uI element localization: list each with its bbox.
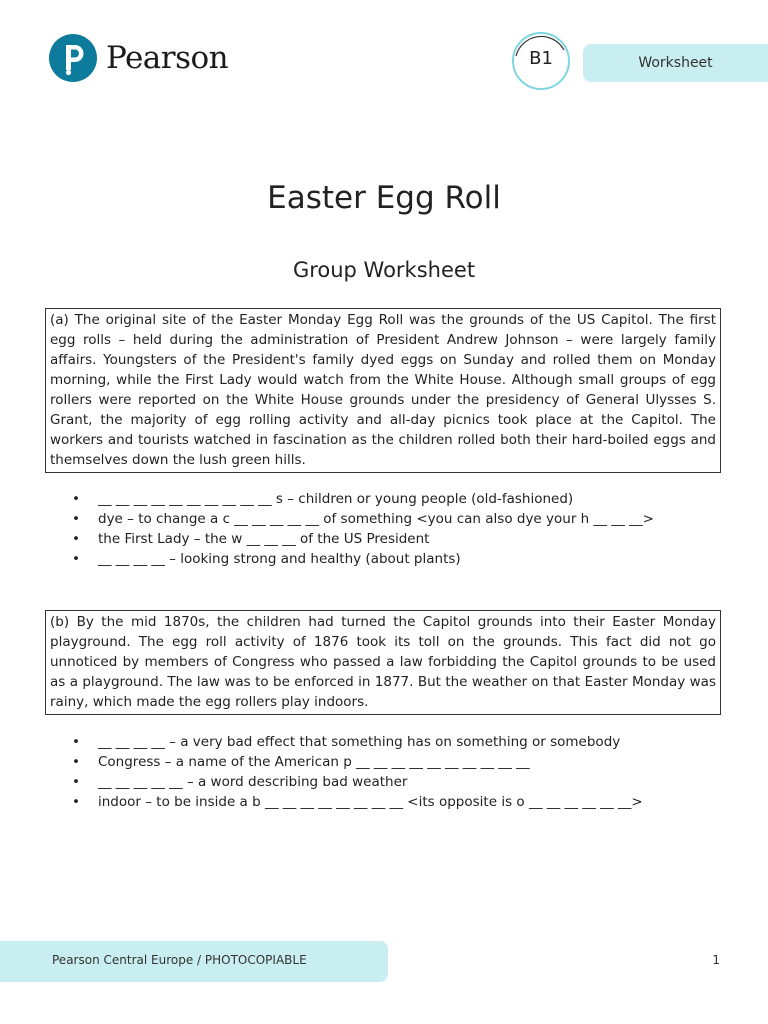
vocab-item: • indoor – to be inside a b __ __ __ __ __ __ __ __ <its opposite is o __ __ __ __ __ __> xyxy=(72,792,643,812)
vocab-item: • __ __ __ __ – looking strong and healthy (about plants) xyxy=(72,549,654,569)
level-badge xyxy=(510,30,572,92)
footer-text: Pearson Central Europe / PHOTOCOPIABLE xyxy=(52,953,307,967)
pearson-logo-icon xyxy=(48,33,98,83)
passage-b: (b) By the mid 1870s, the children had turned the Capitol grounds into their Easter Monday playground. The egg roll activity of 1876 took its toll on the grounds. This fact did not go unnoticed by members of Congress who passed a law forbidding the Capitol grounds to be used as a playground. The law was to be enforced in 1877. But the weather on that Easter Monday was rainy, which made the egg rollers play indoors. xyxy=(45,610,721,715)
vocab-item: • dye – to change a c __ __ __ __ __ of something <you can also dye your h __ __ __> xyxy=(72,509,654,529)
passage-a: (a) The original site of the Easter Monday Egg Roll was the grounds of the US Capitol. The first egg rolls – held during the administration of President Andrew Johnson – were largely family affairs. Youngsters of the President's family dyed eggs on Sunday and rolled them on Monday morning, while the First Lady would watch from the White House. Although small groups of egg rollers were reported on the White House grounds under the presidency of General Ulysses S. Grant, the majority of egg rolling activity and all-day picnics took place at the Capitol. The workers and tourists watched in fascination as the children rolled both their hard-boiled eggs and themselves down the lush green hills. xyxy=(45,308,721,473)
vocab-item: • the First Lady – the w __ __ __ of the US President xyxy=(72,529,654,549)
page-title: Easter Egg Roll xyxy=(267,180,501,216)
page-subtitle: Group Worksheet xyxy=(292,258,476,282)
vocab-item: • __ __ __ __ __ – a word describing bad weather xyxy=(72,772,643,792)
vocab-list-a xyxy=(72,489,654,569)
level-label: B1 xyxy=(529,48,553,69)
vocab-list-b xyxy=(72,732,643,812)
page-number: 1 xyxy=(712,953,720,967)
vocab-item: • __ __ __ __ – a very bad effect that something has on something or somebody xyxy=(72,732,643,752)
worksheet-tag: Worksheet xyxy=(583,44,768,82)
brand-name: Pearson xyxy=(106,40,229,76)
vocab-item: • __ __ __ __ __ __ __ __ __ __ s – children or young people (old-fashioned) xyxy=(72,489,654,509)
pearson-logo xyxy=(48,32,228,84)
vocab-item: • Congress – a name of the American p __ __ __ __ __ __ __ __ __ __ xyxy=(72,752,643,772)
